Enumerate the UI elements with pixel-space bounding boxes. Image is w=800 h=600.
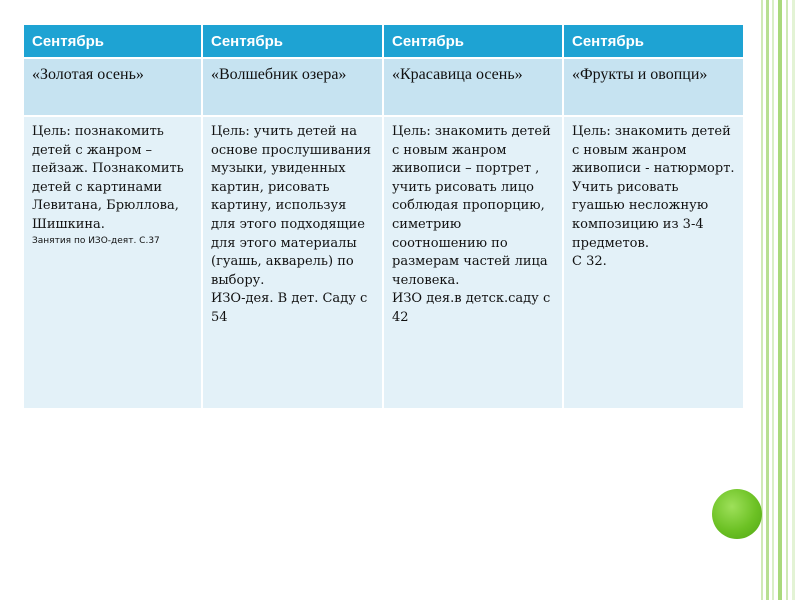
decorative-stripe — [772, 0, 774, 600]
lesson-reference: ИЗО-дея. В дет. Саду с 54 — [211, 291, 368, 325]
lesson-reference: С 32. — [572, 254, 607, 270]
lesson-title: «Фрукты и овопци» — [563, 58, 743, 116]
month-header: Сентябрь — [563, 25, 743, 58]
lesson-goal-cell — [202, 116, 383, 408]
lesson-goal-text: Цель: знакомить детей с новым жанром живописи - натюрморт. Учить рисовать гуашью несложную композицию из 3-4 предметов. — [572, 124, 735, 251]
decorative-stripe — [792, 0, 795, 600]
lesson-goal-text: Цель: знакомить детей с новым жанром живописи – портрет , учить рисовать лицо соблюдая пропорцию, симетрию соотношению по размерам частей лица человека. — [392, 124, 551, 288]
lesson-title: «Золотая осень» — [24, 58, 202, 116]
lesson-title-row — [24, 58, 743, 116]
lesson-goal-text: Цель: учить детей на основе прослушивания музыки, увиденных картин, рисовать картину, используя для этого подходящие для этого материалы (гуашь, акварель) по выбору. — [211, 124, 372, 288]
decorative-stripe — [786, 0, 788, 600]
month-header: Сентябрь — [202, 25, 383, 58]
lesson-goal-cell — [24, 116, 202, 408]
month-header: Сентябрь — [383, 25, 563, 58]
lesson-goal-text: Цель: познакомить детей с жанром – пейзаж. Познакомить детей с картинами Левитана, Брюллова, Шишкина. — [32, 124, 184, 232]
decorative-stripe — [766, 0, 769, 600]
lesson-title: «Красавица осень» — [383, 58, 563, 116]
lesson-plan-table — [24, 25, 743, 408]
lesson-reference: ИЗО дея.в детск.саду с 42 — [392, 291, 551, 325]
green-circle-decoration — [712, 489, 762, 539]
month-header: Сентябрь — [24, 25, 202, 58]
lesson-goal-cell — [563, 116, 743, 408]
lesson-reference: Занятия по ИЗО-деят. С.37 — [32, 235, 160, 246]
decorative-stripe — [778, 0, 782, 600]
lesson-goal-row — [24, 116, 743, 408]
table-header-row — [24, 25, 743, 58]
lesson-title: «Волшебник озера» — [202, 58, 383, 116]
lesson-goal-cell — [383, 116, 563, 408]
